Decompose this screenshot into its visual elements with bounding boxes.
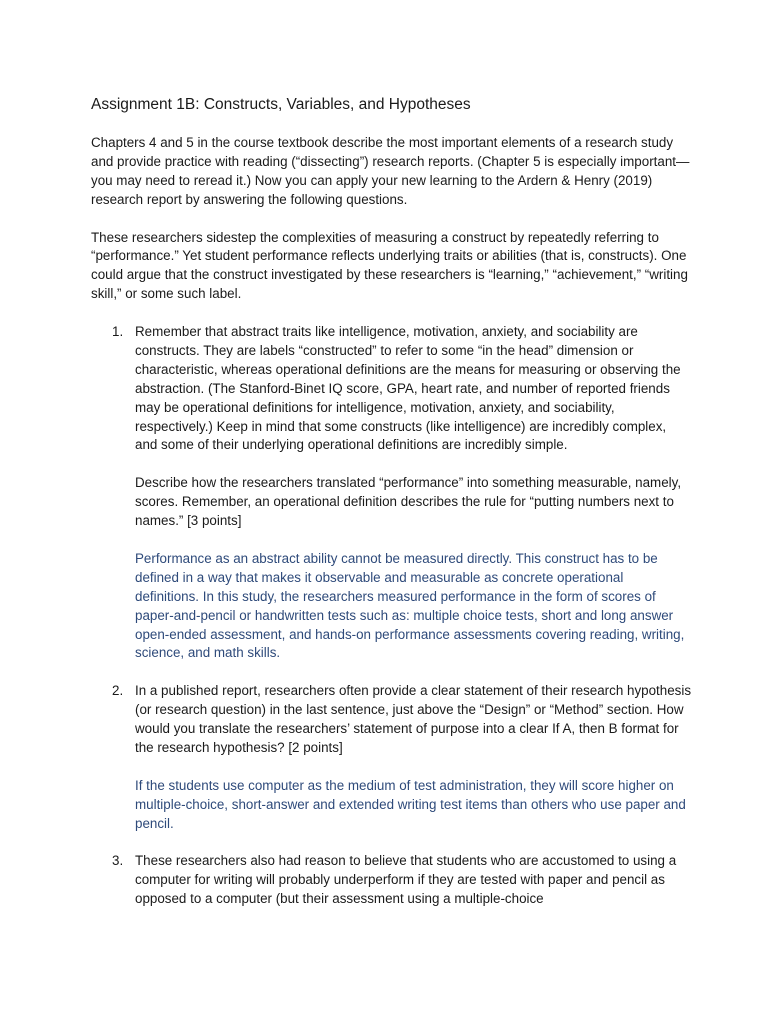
intro-paragraph-2: These researchers sidestep the complexities of measuring a construct by repeatedly referring to “performance.” Yet student performance reflects underlying traits or abilities (that is, constructs). One could argue that the construct investigated by these researchers is “learning,” “achievement,” “writing skill,” or some such label. xyxy=(91,229,688,302)
question-item-2 xyxy=(91,682,691,833)
question-item-1 xyxy=(91,323,691,663)
document-title: Assignment 1B: Constructs, Variables, and Hypotheses xyxy=(91,96,471,113)
question-number: 3. xyxy=(112,853,124,869)
question-prompt: Remember that abstract traits like intelligence, motivation, anxiety, and sociability are constructs. They are labels “constructed” to refer to some “in the head” dimension or characteristic, whereas operational definitions are the means for measuring or observing the abstraction. (The Stanford-Binet IQ score, GPA, heart rate, and number of reported friends may be operational definitions for intelligence, motivation, anxiety, and sociability, respectively.) Keep in mind that some constructs (like intelligence) are incredibly complex, and some of their underlying operational definitions are incredibly simple. xyxy=(135,324,681,453)
question-prompt: These researchers also had reason to believe that students who are accustomed to using a computer for writing will probably underperform if they are tested with paper and pencil as opposed to a computer (but their assessment using a multiple-choice xyxy=(135,853,677,907)
question-number: 1. xyxy=(112,324,124,340)
question-task: Describe how the researchers translated “performance” into something measurable, namely, scores. Remember, an operational definition describes the rule for “putting numbers next to names.” [3 points] xyxy=(135,475,682,529)
question-prompt: In a published report, researchers often provide a clear statement of their research hypothesis (or research question) in the last sentence, just above the “Design” or “Method” section. How would you translate the researchers’ statement of purpose into a clear If A, then B format for the research hypothesis? [2 points] xyxy=(135,683,692,755)
question-number: 2. xyxy=(112,683,124,699)
question-answer: Performance as an abstract ability cannot be measured directly. This construct has to be defined in a way that makes it observable and measurable as concrete operational definitions. In this study, the researchers measured performance in the form of scores of paper-and-pencil or handwritten tests such as: multiple choice tests, short and long answer open-ended assessment, and hands-on performance assessments covering reading, writing, science, and math skills. xyxy=(135,550,685,661)
intro-paragraph-1: Chapters 4 and 5 in the course textbook describe the most important elements of a research study and provide practice with reading (“dissecting”) research reports. (Chapter 5 is especially important—you may need to reread it.) Now you can apply your new learning to the Ardern & Henry (2019) research report by answering the following questions. xyxy=(91,135,690,207)
document-page xyxy=(91,95,691,928)
question-list xyxy=(91,323,691,909)
question-item-3 xyxy=(91,852,691,909)
question-answer: If the students use computer as the medium of test administration, they will score higher on multiple-choice, short-answer and extended writing test items than others who use paper and pencil. xyxy=(135,777,686,831)
